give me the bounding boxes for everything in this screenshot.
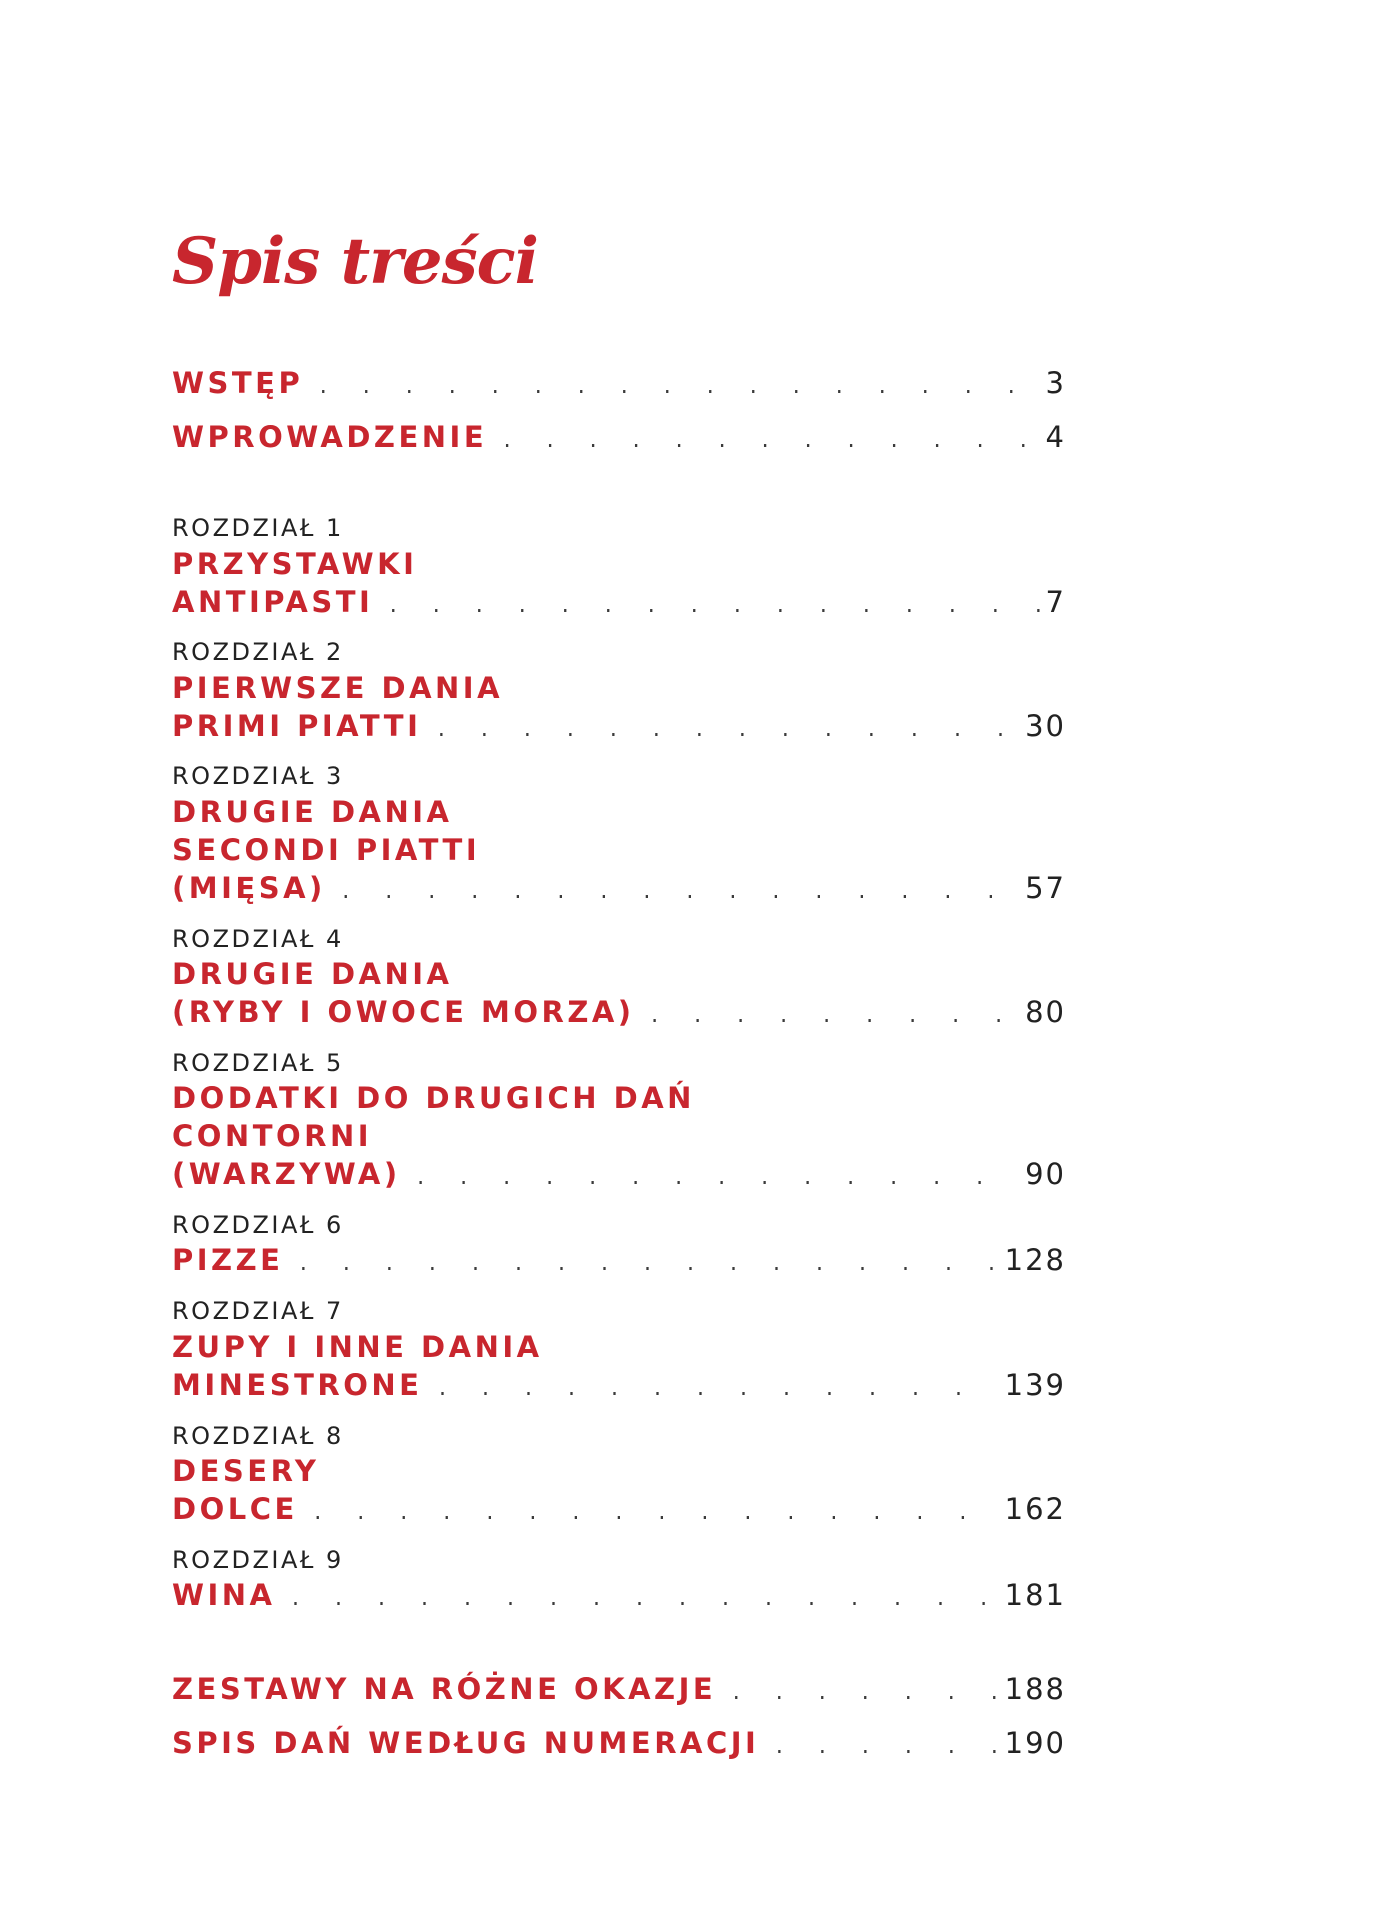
toc-dot-leader bbox=[340, 882, 1019, 905]
chapter-heading: DRUGIE DANIA bbox=[172, 957, 453, 991]
chapter-label: ROZDZIAŁ 8 bbox=[172, 1422, 344, 1450]
toc-page-number: 139 bbox=[1004, 1368, 1066, 1402]
toc-entry-zestawy[interactable] bbox=[172, 1672, 1066, 1706]
toc-entry-chapter-2[interactable] bbox=[172, 709, 1066, 743]
toc-page-number: 30 bbox=[1025, 709, 1066, 743]
chapter-label: ROZDZIAŁ 1 bbox=[172, 514, 344, 542]
toc-dot-leader bbox=[501, 431, 1039, 454]
toc-entry-title: PRIMI PIATTI bbox=[172, 709, 422, 743]
page-title: Spis treści bbox=[172, 224, 538, 299]
toc-entry-title: (RYBY I OWOCE MORZA) bbox=[172, 995, 635, 1029]
chapter-heading: PRZYSTAWKI bbox=[172, 547, 418, 581]
toc-page-number: 190 bbox=[1004, 1726, 1066, 1760]
chapter-heading: DESERY bbox=[172, 1454, 320, 1488]
toc-entry-title: ANTIPASTI bbox=[172, 585, 374, 619]
chapter-heading: CONTORNI bbox=[172, 1119, 373, 1153]
toc-entry-title: (WARZYWA) bbox=[172, 1157, 401, 1191]
chapter-label: ROZDZIAŁ 7 bbox=[172, 1297, 344, 1325]
toc-entry-title: SPIS DAŃ WEDŁUG NUMERACJI bbox=[172, 1726, 760, 1760]
chapter-heading: PIERWSZE DANIA bbox=[172, 671, 504, 705]
toc-dot-leader bbox=[435, 720, 1019, 743]
toc-page-number: 162 bbox=[1004, 1492, 1066, 1526]
chapter-heading: ZUPY I INNE DANIA bbox=[172, 1330, 543, 1364]
toc-dot-leader bbox=[649, 1006, 1020, 1029]
toc-page-number: 57 bbox=[1025, 871, 1066, 905]
toc-entry-chapter-8[interactable] bbox=[172, 1492, 1066, 1526]
toc-dot-leader bbox=[312, 1503, 999, 1526]
toc-dot-leader bbox=[290, 1589, 999, 1612]
chapter-label: ROZDZIAŁ 3 bbox=[172, 762, 344, 790]
toc-entry-wstep[interactable] bbox=[172, 366, 1066, 400]
toc-entry-chapter-6[interactable] bbox=[172, 1243, 1066, 1277]
toc-page-number: 188 bbox=[1004, 1672, 1066, 1706]
toc-entry-title: (MIĘSA) bbox=[172, 871, 326, 905]
toc-dot-leader bbox=[297, 1254, 998, 1277]
toc-dot-leader bbox=[730, 1683, 998, 1706]
toc-entry-title: PIZZE bbox=[172, 1243, 284, 1277]
toc-page-number: 80 bbox=[1025, 995, 1066, 1029]
chapter-label: ROZDZIAŁ 5 bbox=[172, 1049, 344, 1077]
toc-entry-title: ZESTAWY NA RÓŻNE OKAZJE bbox=[172, 1672, 717, 1706]
toc-entry-chapter-5[interactable] bbox=[172, 1157, 1066, 1191]
toc-entry-wprowadzenie[interactable] bbox=[172, 420, 1066, 454]
toc-entry-title: WSTĘP bbox=[172, 366, 304, 400]
toc-page-number: 4 bbox=[1045, 420, 1066, 454]
chapter-heading: DRUGIE DANIA bbox=[172, 795, 453, 829]
chapter-label: ROZDZIAŁ 6 bbox=[172, 1211, 344, 1239]
toc-entry-title: WINA bbox=[172, 1578, 276, 1612]
toc-dot-leader bbox=[387, 596, 1039, 619]
toc-page-number: 3 bbox=[1045, 366, 1066, 400]
toc-entry-title: DOLCE bbox=[172, 1492, 298, 1526]
toc-entry-title: MINESTRONE bbox=[172, 1368, 423, 1402]
chapter-heading: DODATKI DO DRUGICH DAŃ bbox=[172, 1081, 695, 1115]
toc-entry-chapter-1[interactable] bbox=[172, 585, 1066, 619]
toc-dot-leader bbox=[436, 1379, 998, 1402]
toc-dot-leader bbox=[317, 377, 1039, 400]
toc-entry-title: WPROWADZENIE bbox=[172, 420, 488, 454]
toc-dot-leader bbox=[415, 1168, 1019, 1191]
toc-dot-leader bbox=[773, 1737, 998, 1760]
toc-page-number: 181 bbox=[1004, 1578, 1066, 1612]
chapter-label: ROZDZIAŁ 9 bbox=[172, 1546, 344, 1574]
toc-entry-chapter-7[interactable] bbox=[172, 1368, 1066, 1402]
toc-page-number: 7 bbox=[1045, 585, 1066, 619]
toc-entry-spis-dan[interactable] bbox=[172, 1726, 1066, 1760]
toc-page-number: 128 bbox=[1004, 1243, 1066, 1277]
chapter-label: ROZDZIAŁ 4 bbox=[172, 925, 344, 953]
chapter-heading: SECONDI PIATTI bbox=[172, 833, 481, 867]
toc-entry-chapter-4[interactable] bbox=[172, 995, 1066, 1029]
chapter-label: ROZDZIAŁ 2 bbox=[172, 638, 344, 666]
toc-entry-chapter-3[interactable] bbox=[172, 871, 1066, 905]
toc-entry-chapter-9[interactable] bbox=[172, 1578, 1066, 1612]
toc-page-number: 90 bbox=[1025, 1157, 1066, 1191]
